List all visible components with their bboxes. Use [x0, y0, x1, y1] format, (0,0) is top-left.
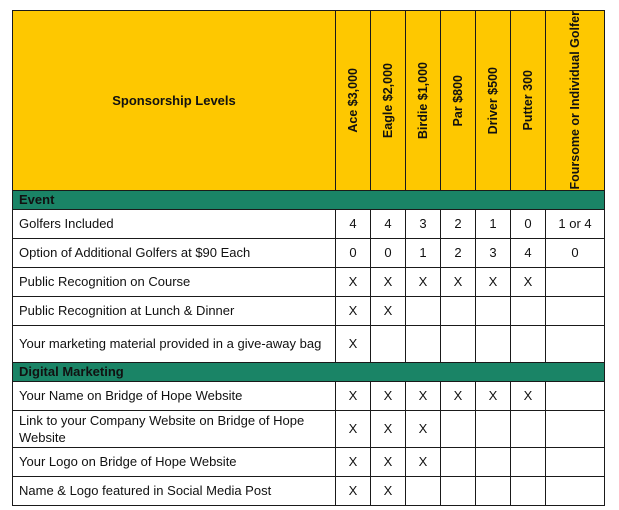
table-row — [13, 476, 605, 505]
cell-value: 0 — [511, 209, 546, 238]
row-label: Your Logo on Bridge of Hope Website — [13, 447, 336, 476]
cell-value: X — [371, 381, 406, 410]
cell-value — [476, 476, 511, 505]
cell-value — [371, 325, 406, 362]
cell-value — [476, 447, 511, 476]
cell-value: X — [406, 447, 441, 476]
cell-value: 0 — [336, 238, 371, 267]
cell-value: X — [476, 381, 511, 410]
row-label: Golfers Included — [13, 209, 336, 238]
column-header-birdie — [406, 11, 441, 191]
cell-value: 0 — [546, 238, 605, 267]
cell-value: X — [406, 267, 441, 296]
row-label: Your Name on Bridge of Hope Website — [13, 381, 336, 410]
row-label: Public Recognition on Course — [13, 267, 336, 296]
cell-value: 2 — [441, 238, 476, 267]
cell-value: X — [336, 381, 371, 410]
cell-value: 4 — [336, 209, 371, 238]
cell-value — [406, 325, 441, 362]
cell-value: X — [441, 267, 476, 296]
cell-value — [546, 381, 605, 410]
cell-value — [546, 296, 605, 325]
header-row — [13, 11, 605, 191]
cell-value: X — [336, 476, 371, 505]
row-label: Name & Logo featured in Social Media Post — [13, 476, 336, 505]
column-header-par-label: Par $800 — [451, 74, 465, 126]
row-label: Option of Additional Golfers at $90 Each — [13, 238, 336, 267]
cell-value — [546, 410, 605, 447]
row-label: Your marketing material provided in a give-away bag — [13, 325, 336, 362]
column-header-driver-label: Driver $500 — [486, 66, 500, 134]
section-row — [13, 190, 605, 209]
table-row — [13, 447, 605, 476]
column-header-ace — [336, 11, 371, 191]
column-header-driver — [476, 11, 511, 191]
cell-value: 2 — [441, 209, 476, 238]
cell-value — [511, 410, 546, 447]
cell-value — [441, 476, 476, 505]
cell-value — [511, 296, 546, 325]
cell-value: 4 — [371, 209, 406, 238]
cell-value — [406, 296, 441, 325]
cell-value — [511, 476, 546, 505]
table-row — [13, 381, 605, 410]
sponsorship-table — [12, 10, 605, 506]
column-header-putter-label: Putter 300 — [521, 70, 535, 131]
cell-value — [476, 296, 511, 325]
row-label: Public Recognition at Lunch & Dinner — [13, 296, 336, 325]
cell-value: X — [476, 267, 511, 296]
table-body — [13, 190, 605, 505]
cell-value: 3 — [476, 238, 511, 267]
cell-value: 1 — [476, 209, 511, 238]
row-label: Link to your Company Website on Bridge of Hope Website — [13, 410, 336, 447]
cell-value: X — [336, 410, 371, 447]
cell-value — [441, 410, 476, 447]
table-row — [13, 209, 605, 238]
cell-value: 1 or 4 — [546, 209, 605, 238]
cell-value — [511, 325, 546, 362]
cell-value — [441, 447, 476, 476]
cell-value: X — [371, 476, 406, 505]
cell-value — [476, 325, 511, 362]
cell-value — [546, 447, 605, 476]
cell-value: X — [336, 267, 371, 296]
table-row — [13, 325, 605, 362]
section-title: Digital Marketing — [13, 362, 605, 381]
cell-value: X — [336, 296, 371, 325]
cell-value — [441, 325, 476, 362]
cell-value — [546, 476, 605, 505]
cell-value: X — [336, 447, 371, 476]
cell-value: 0 — [371, 238, 406, 267]
cell-value — [441, 296, 476, 325]
section-title: Event — [13, 190, 605, 209]
cell-value: X — [441, 381, 476, 410]
table-row — [13, 267, 605, 296]
cell-value — [546, 267, 605, 296]
table-row — [13, 238, 605, 267]
cell-value: X — [371, 267, 406, 296]
column-header-eagle — [371, 11, 406, 191]
column-header-eagle-label: Eagle $2,000 — [381, 62, 395, 138]
cell-value: 1 — [406, 238, 441, 267]
column-header-putter — [511, 11, 546, 191]
cell-value — [476, 410, 511, 447]
cell-value: X — [371, 296, 406, 325]
table-row — [13, 410, 605, 447]
sponsorship-levels-heading: Sponsorship Levels — [13, 11, 336, 191]
cell-value: X — [511, 381, 546, 410]
cell-value — [546, 325, 605, 362]
cell-value: X — [406, 410, 441, 447]
cell-value: X — [406, 381, 441, 410]
cell-value — [406, 476, 441, 505]
column-header-par — [441, 11, 476, 191]
column-header-ace-label: Ace $3,000 — [346, 67, 360, 133]
cell-value — [511, 447, 546, 476]
cell-value: 4 — [511, 238, 546, 267]
column-header-foursome-label: Foursome or Individual Golfer — [568, 11, 582, 190]
section-row — [13, 362, 605, 381]
cell-value: X — [371, 410, 406, 447]
column-header-foursome — [546, 11, 605, 191]
cell-value: X — [336, 325, 371, 362]
column-header-birdie-label: Birdie $1,000 — [416, 61, 430, 139]
table-row — [13, 296, 605, 325]
cell-value: X — [371, 447, 406, 476]
cell-value: X — [511, 267, 546, 296]
cell-value: 3 — [406, 209, 441, 238]
